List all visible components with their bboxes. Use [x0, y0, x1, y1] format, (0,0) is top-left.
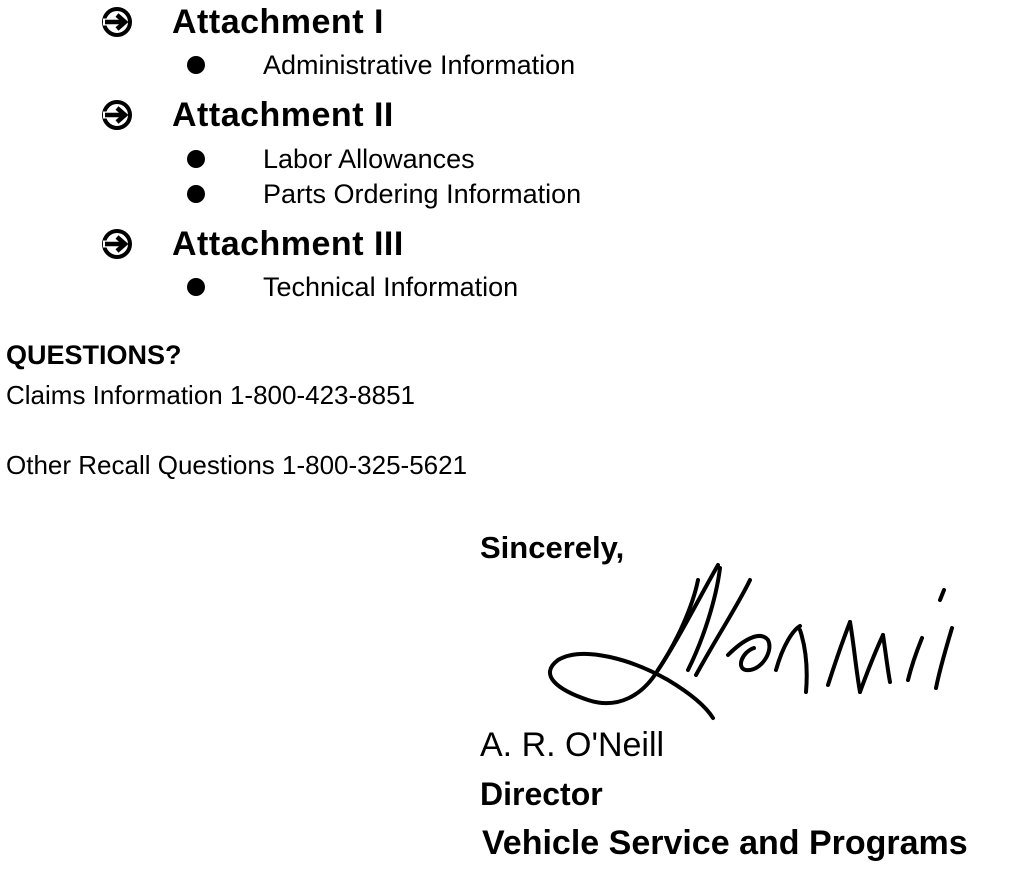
signer-title: Director [480, 776, 603, 812]
attachment-heading [100, 95, 394, 135]
list-item-label: Technical Information [263, 271, 519, 302]
signer-name: A. R. O'Neill [480, 726, 665, 764]
questions-heading: QUESTIONS? [6, 340, 182, 370]
closing-salutation: Sincerely, [480, 530, 625, 565]
handwritten-signature [538, 560, 958, 730]
bullet-icon [187, 278, 205, 296]
circled-arrow-right-icon [100, 5, 134, 39]
signature-block [478, 530, 1024, 870]
list-item-label: Labor Allowances [263, 143, 475, 174]
list-item [187, 143, 475, 175]
attachment-title: Attachment II [172, 95, 394, 134]
list-item-label: Parts Ordering Information [263, 178, 582, 209]
recall-phone-line: Other Recall Questions 1-800-325-5621 [6, 450, 468, 480]
list-item [187, 49, 576, 81]
bullet-icon [187, 150, 205, 168]
attachment-heading [100, 224, 404, 264]
attachment-title: Attachment I [172, 2, 384, 41]
circled-arrow-right-icon [100, 98, 134, 132]
bullet-icon [187, 56, 205, 74]
attachment-heading [100, 2, 384, 42]
list-item [187, 271, 519, 303]
bullet-icon [187, 185, 205, 203]
claims-phone-line: Claims Information 1-800-423-8851 [6, 380, 415, 410]
list-item-label: Administrative Information [263, 49, 576, 80]
list-item [187, 178, 582, 210]
signer-department: Vehicle Service and Programs [482, 824, 968, 862]
attachment-title: Attachment III [172, 224, 404, 263]
circled-arrow-right-icon [100, 227, 134, 261]
